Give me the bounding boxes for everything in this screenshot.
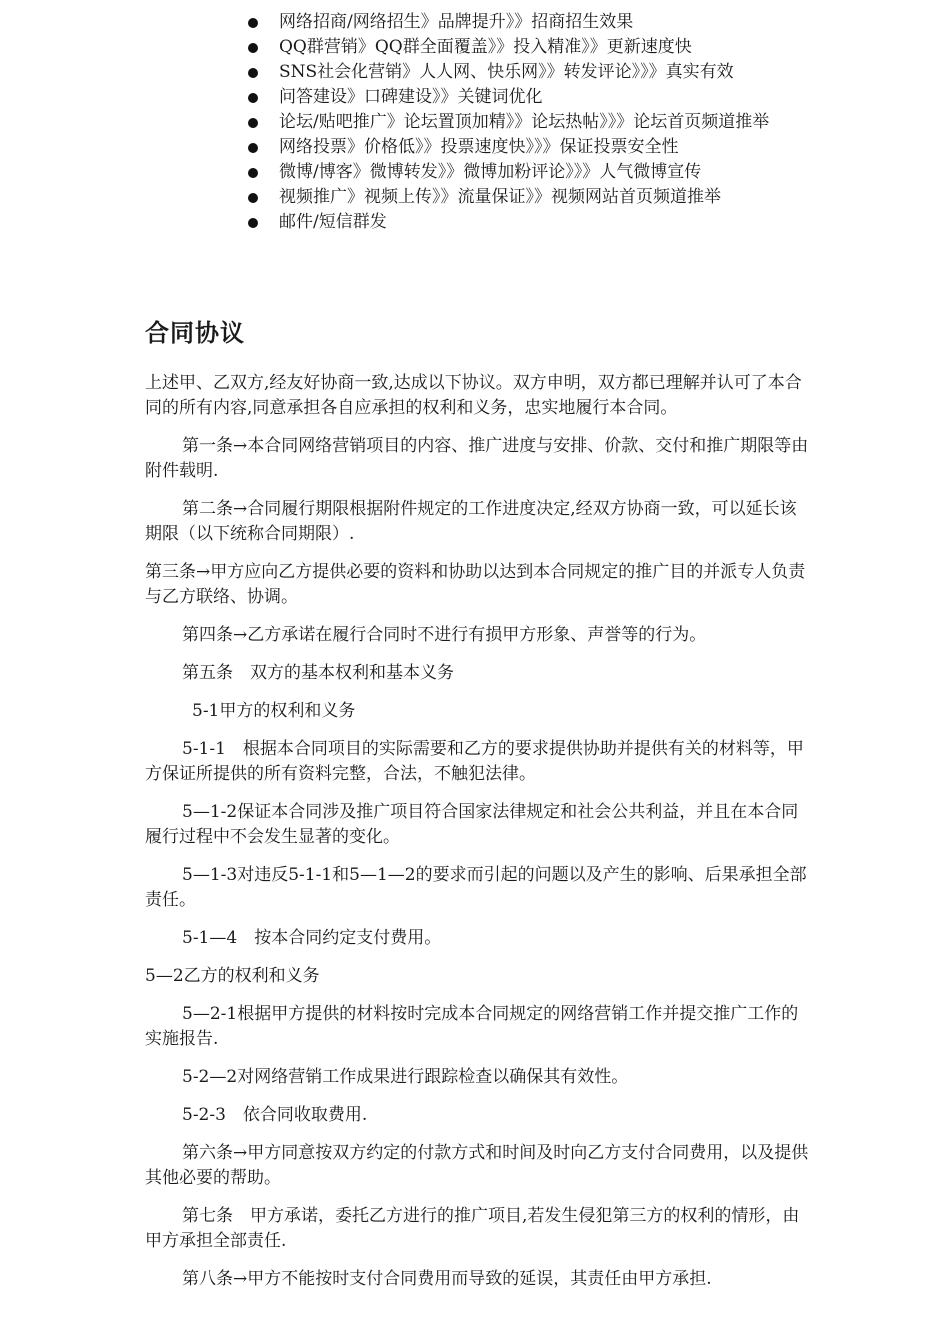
bullet-dot-icon [248, 218, 258, 228]
article-2: 第二条→合同履行期限根据附件规定的工作进度决定,经双方协商一致，可以延长该期限（以下统称合同期限）. [145, 499, 797, 544]
contract-body [145, 371, 813, 1305]
list-item-text: 邮件/短信群发 [279, 212, 387, 232]
list-item [245, 35, 815, 60]
list-item-text: 论坛/贴吧推广》论坛置顶加精》》论坛热帖》》》论坛首页频道推举 [279, 112, 770, 132]
list-item [245, 85, 815, 110]
list-item-text: QQ群营销》QQ群全面覆盖》》投入精准》》更新速度快 [279, 37, 692, 57]
article-5: 第五条 双方的基本权利和基本义务 [182, 663, 454, 683]
bullet-dot-icon [248, 168, 258, 178]
clause-5-1: 5-1甲方的权利和义务 [192, 701, 356, 721]
clause-5-1-2: 5—1-2保证本合同涉及推广项目符合国家法律规定和社会公共利益，并且在本合同履行过程中不会发生显著的变化。 [145, 802, 799, 847]
bullet-dot-icon [248, 43, 258, 53]
article-4: 第四条→乙方承诺在履行合同时不进行有损甲方形象、声誉等的行为。 [182, 625, 707, 645]
list-item-text: 网络招商/网络招生》品牌提升》》招商招生效果 [279, 12, 634, 32]
section-heading: 合同协议 [145, 319, 245, 347]
list-item [245, 10, 815, 35]
bullet-dot-icon [248, 193, 258, 203]
bullet-dot-icon [248, 93, 258, 103]
article-7: 第七条 甲方承诺，委托乙方进行的推广项目,若发生侵犯第三方的权利的情形，由甲方承担全部责任. [145, 1206, 800, 1251]
intro-paragraph: 上述甲、乙双方,经友好协商一致,达成以下协议。双方申明，双方都已理解并认可了本合同的所有内容,同意承担各自应承担的权利和义务，忠实地履行本合同。 [145, 373, 802, 418]
article-6: 第六条→甲方同意按双方约定的付款方式和时间及时向乙方支付合同费用，以及提供其他必要的帮助。 [145, 1143, 809, 1188]
list-item [245, 135, 815, 160]
clause-5-1-1: 5-1-1 根据本合同项目的实际需要和乙方的要求提供协助并提供有关的材料等，甲方保证所提供的所有资料完整，合法，不触犯法律。 [145, 739, 804, 784]
list-item [245, 110, 815, 135]
clause-5-1-3: 5—1-3对违反5-1-1和5—1—2的要求而引起的问题以及产生的影响、后果承担全部责任。 [145, 865, 807, 910]
service-bullet-list [245, 10, 815, 235]
list-item [245, 210, 815, 235]
list-item [245, 160, 815, 185]
article-1: 第一条→本合同网络营销项目的内容、推广进度与安排、价款、交付和推广期限等由附件载明. [145, 436, 809, 481]
list-item [245, 185, 815, 210]
bullet-dot-icon [248, 143, 258, 153]
list-item-text: 网络投票》价格低》》投票速度快》》》保证投票安全性 [279, 137, 679, 157]
clause-5-2-1: 5—2-1根据甲方提供的材料按时完成本合同规定的网络营销工作并提交推广工作的实施报告. [145, 1004, 799, 1049]
clause-5-2: 5—2乙方的权利和义务 [145, 966, 320, 986]
bullet-dot-icon [248, 68, 258, 78]
list-item-text: 问答建设》口碑建设》》关键词优化 [279, 87, 543, 107]
article-3: 第三条→甲方应向乙方提供必要的资料和协助以达到本合同规定的推广目的并派专人负责与乙方联络、协调。 [145, 562, 806, 607]
list-item [245, 60, 815, 85]
list-item-text: 视频推广》视频上传》》流量保证》》视频网站首页频道推举 [279, 187, 721, 207]
list-item-text: SNS社会化营销》人人网、快乐网》》转发评论》》》真实有效 [279, 62, 734, 82]
clause-5-2-3: 5-2-3 依合同收取费用. [182, 1105, 368, 1125]
bullet-dot-icon [248, 18, 258, 28]
clause-5-2-2: 5-2—2对网络营销工作成果进行跟踪检查以确保其有效性。 [182, 1067, 629, 1087]
bullet-dot-icon [248, 118, 258, 128]
clause-5-1-4: 5-1—4 按本合同约定支付费用。 [182, 928, 442, 948]
article-8: 第八条→甲方不能按时支付合同费用而导致的延误，其责任由甲方承担. [182, 1269, 712, 1289]
list-item-text: 微博/博客》微博转发》》微博加粉评论》》》人气微博宣传 [279, 162, 702, 182]
